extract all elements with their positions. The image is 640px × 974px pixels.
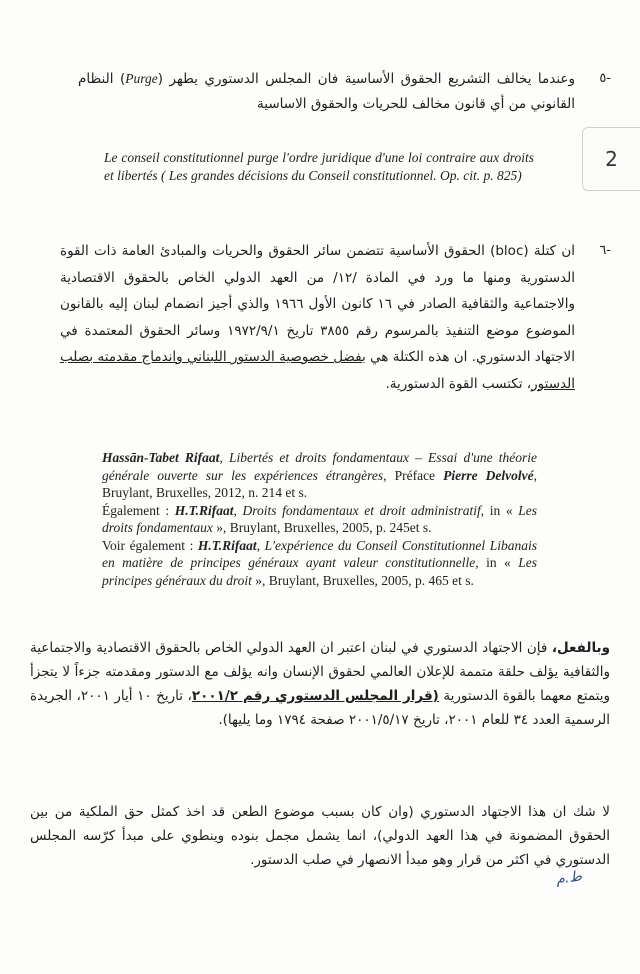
item-5-french-quote <box>104 149 534 184</box>
ref-2-publisher: », Bruylant, Bruxelles, 2005, p. 245et s. <box>212 520 432 535</box>
handwritten-initials: ط.م <box>555 868 584 888</box>
item-5-paragraph <box>78 66 611 117</box>
item-6-underlined: بفضل خصوصية الدستور اللبناني واندماج مقدمته بصلب الدستور <box>60 349 575 392</box>
ref-1-publisher: , Bruylant, Bruxelles, 2012, n. 214 et s. <box>102 467 537 500</box>
ref-2-lead: Également : <box>102 502 175 518</box>
item-5-text-before: وعندما يخالف التشريع الحقوق الأساسية فان المجلس الدستوري يطهر ( <box>157 71 576 87</box>
council-decision-ref: (قرار المجلس الدستوري رقم ٢٠٠١/٢ <box>191 688 439 704</box>
page-number: 2 <box>605 147 618 171</box>
final-paragraph-text: لا شك ان هذا الاجتهاد الدستوري (وان كان بسبب موضوع الطعن قد اخذ كمثل حق الملكية من بين الحقوق المضمونة في هذا العهد الدولي)، انما يشمل مجمل بنوده وينطوي على مبدأ كرّسه المجلس الدستوري في اكثر من قرار وهو مبدأ الانصهار في صلب الدستور. <box>30 804 610 868</box>
paragraph-text: فإن الاجتهاد الدستوري في لبنان اعتبر ان العهد الدولي الخاص بالحقوق الاقتصادية والاجتماعية والثقافية يؤلف حلقة متممة للإعلان العالمي لحقوق الإنسان وانه يؤلف مع الدستور ومقدمته جزءاً لا يتجزأ ويتمتع معهما بالقوة الدستورية <box>30 640 610 704</box>
item-5-text-after: ) النظام القانوني من أي قانون مخالف للحريات والحقوق الاساسية <box>78 71 575 112</box>
ref-1-prefacer: Pierre Delvolvé <box>443 467 534 483</box>
paragraph-final <box>30 800 610 872</box>
ref-2-author: H.T.Rifaat <box>174 502 234 518</box>
item-6-text-end: ، تكتسب القوة الدستورية. <box>385 375 532 392</box>
ref-2-title: Droits fondamentaux et droit administratif <box>242 502 481 518</box>
reference-3: Voir également : H.T.Rifaat, L'expérience du Conseil Constitutionnel Libanais en matière de principes généraux ayant valeur constitutionnelle, in « Les principes généraux du droit », Bruylant, Bruxelles, 2005, p. 465 et s. <box>102 537 537 588</box>
item-5-quote-text: Le conseil constitutionnel purge l'ordre juridique d'une loi contraire aux droits et libertés ( Les grandes décisions du Conseil constitutionnel. Op. cit. p. 825) <box>104 150 534 183</box>
reference-2: Également : H.T.Rifaat, Droits fondamentaux et droit administratif, in « Les droits fondamentaux », Bruylant, Bruxelles, 2005, p. 245et s. <box>102 502 538 535</box>
item-6-text: ان كتلة (bloc) الحقوق الأساسية تتضمن سائر الحقوق والحريات والمبادئ العامة ذات القوة الدستورية ومنها ما ورد في المادة /١٢/ من العهد الدولي الخاص بالحقوق الاقتصادية والاجتماعية والثقافية الصادر في ١٦ كانون الأول ١٩٦٦ والذي أجيز انضمام لبنان إليه بالقانون الموضوع موضع التنفيذ بالمرسوم رقم ٣٨٥٥ تاريخ ١٩٧٢/٩/١ وسائر الحقوق المعتمدة في الاجتهاد الدستوري. ان هذه الكتلة هي <box>60 243 576 365</box>
references-block <box>102 449 537 589</box>
ref-3-title: L'expérience du Conseil Constitutionnel Libanais en matière de principes généraux ayant valeur constitutionnelle <box>102 537 537 570</box>
ref-3-collection: Les principes généraux du droit <box>102 555 537 588</box>
ref-2-collection: Les droits fondamentaux <box>102 502 538 535</box>
paragraph-lead: وبالفعل، <box>551 640 610 656</box>
paragraph-bil-fiil <box>30 636 610 732</box>
ref-2-pub-open: , in « <box>480 502 519 518</box>
item-6-paragraph <box>60 238 611 397</box>
ref-3-publisher: », Bruylant, Bruxelles, 2005, p. 465 et s. <box>251 572 474 588</box>
item-5-purge: Purge <box>125 71 158 86</box>
ref-3-pub-open: , in « <box>475 555 519 570</box>
item-6-number: -٦ <box>599 243 611 258</box>
page-number-tab <box>582 127 640 191</box>
ref-3-lead: Voir également : <box>102 537 198 553</box>
ref-1-author: Hassān-Tabet Rifaat <box>102 450 220 465</box>
ref-1-preface-lead: , Préface <box>383 467 444 483</box>
reference-1: Hassān-Tabet Rifaat, Libertés et droits fondamentaux – Essai d'une théorie générale ouverte sur les expériences étrangères, Préface Pierre Delvolvé, Bruylant, Bruxelles, 2012, n. 214 et s. <box>102 450 538 500</box>
ref-1-title: Libertés et droits fondamentaux – Essai d'une théorie générale ouverte sur les expériences étrangères <box>102 450 538 483</box>
ref-3-author: H.T.Rifaat <box>197 537 257 553</box>
paragraph-text-end: ، تاريخ ١٠ أيار ٢٠٠١، الجريدة الرسمية العدد ٣٤ للعام ٢٠٠١، تاريخ ٢٠٠١/٥/١٧ صفحة ١٧٩٤ وما يليها). <box>30 688 610 728</box>
item-5-number: -٥ <box>599 71 611 86</box>
